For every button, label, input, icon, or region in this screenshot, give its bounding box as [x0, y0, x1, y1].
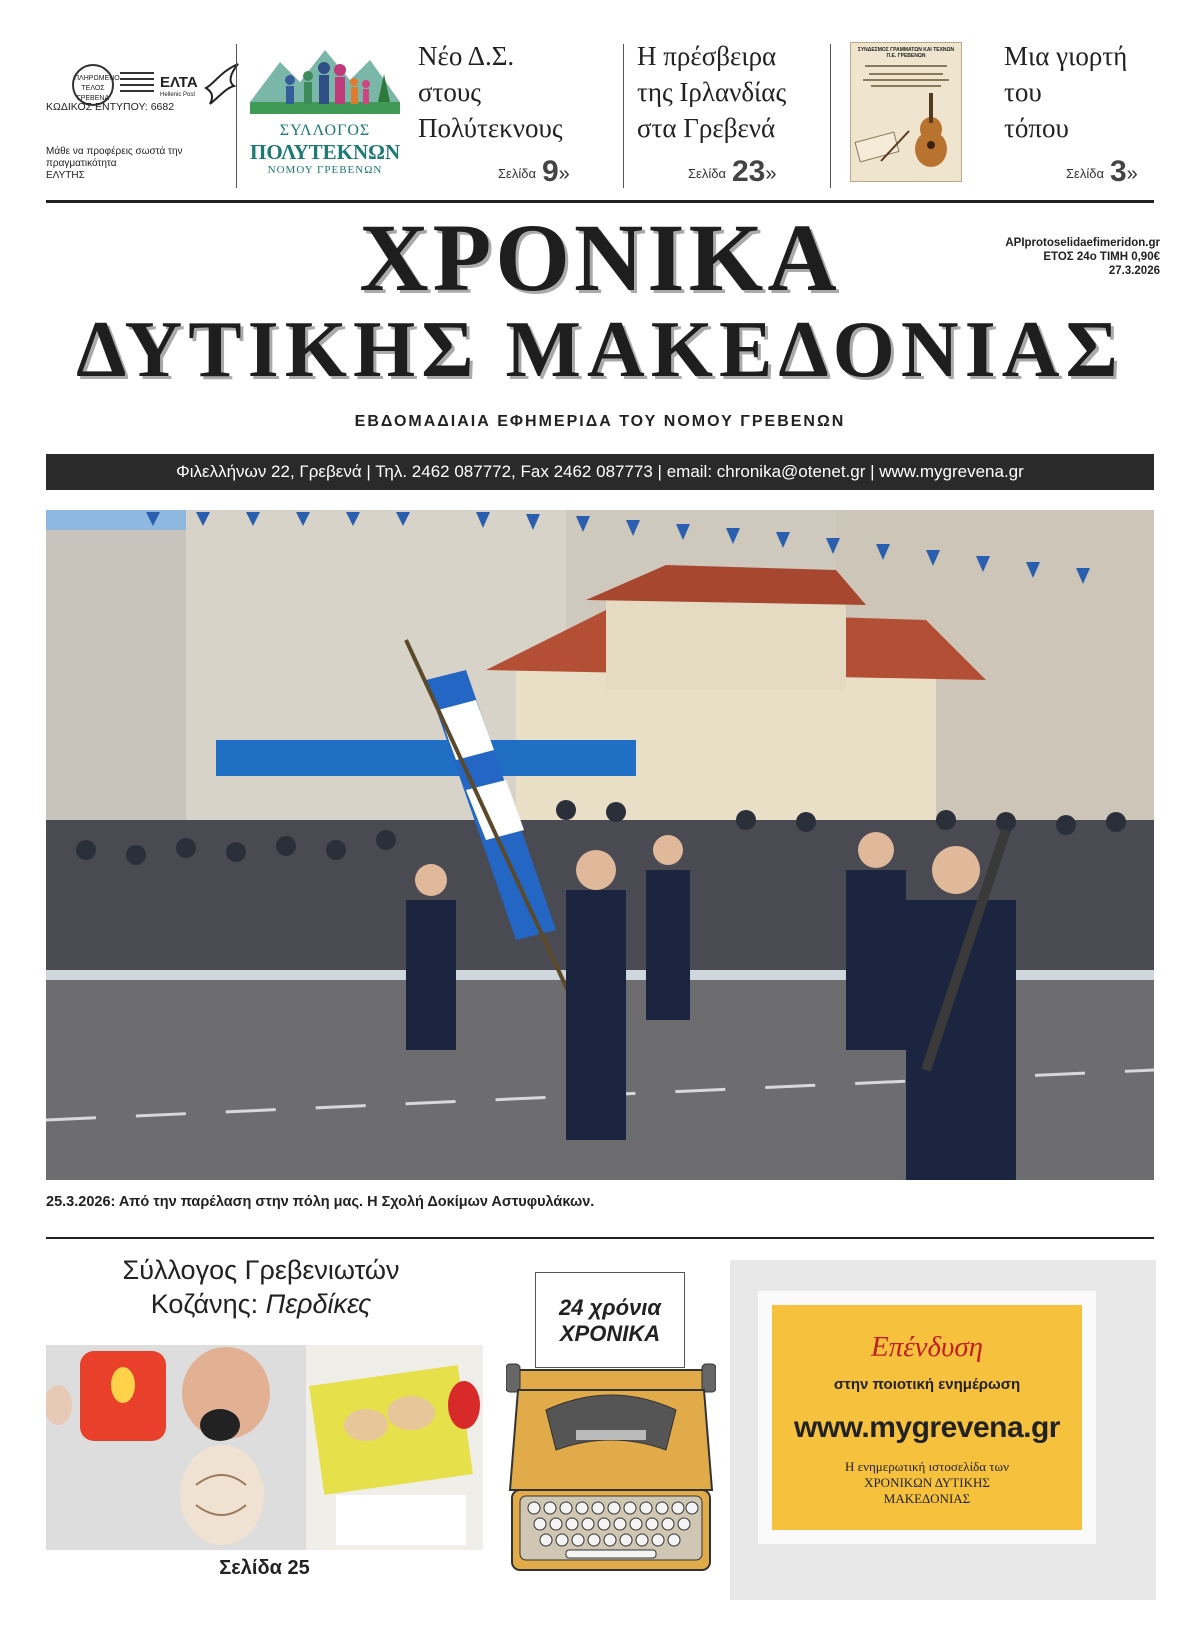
parade-photo[interactable] [46, 510, 1154, 1180]
teaser-polyteknoi[interactable] [418, 38, 563, 146]
top-divider [830, 44, 831, 188]
teaser-line: του [1004, 77, 1042, 107]
quote-text: Μάθε να προφέρεις σωστά την πραγματικότητα [46, 146, 183, 169]
assoc-line1: Σύλλογος Γρεβενιωτών [122, 1255, 400, 1285]
page-number: 3 [1109, 155, 1127, 188]
ad-description-line: ΧΡΟΝΙΚΩΝ ΔΥΤΙΚΗΣ [864, 1475, 990, 1490]
teaser-line: της Ιρλανδίας [637, 77, 787, 107]
parade-scene-illustration [46, 510, 1154, 1180]
event-poster-thumbnail[interactable] [850, 42, 962, 182]
torn-paper-panel [772, 1305, 1082, 1530]
logo-line1: ΣΥΛΛΟΓΟΣ [279, 122, 371, 139]
stamp-text: ΠΛΗΡΩΜΕΝΟ ΤΕΛΟΣ ΓΡΕΒΕΝΑ [74, 75, 120, 102]
issue-meta [1005, 236, 1160, 278]
ad-website-link[interactable]: www.mygrevena.gr [794, 1411, 1060, 1444]
top-divider [236, 44, 237, 188]
page-ref-23[interactable] [688, 155, 776, 189]
print-code: ΚΩΔΙΚΟΣ ΕΝΤΥΠΟΥ: 6682 [46, 101, 175, 113]
teaser-line: Πολύτεκνους [418, 113, 563, 143]
quote-author: ΕΛΥΤΗΣ [46, 170, 85, 181]
masthead-subtitle: ΕΒΔΟΜΑΔΙΑΙΑ ΕΦΗΜΕΡΙΔΑ ΤΟΥ ΝΟΜΟΥ ΓΡΕΒΕΝΩΝ [354, 413, 846, 430]
assoc-line2: Κοζάνης: [150, 1289, 266, 1319]
polyteknon-logo [250, 42, 400, 182]
typewriter-icon [506, 1340, 716, 1580]
ad-tagline: στην ποιοτική ενημέρωση [833, 1376, 1021, 1393]
page-label: Σελίδα [498, 166, 536, 181]
chevron-icon: » [1126, 163, 1138, 185]
teaser-line: Μια γιορτή [1004, 41, 1128, 71]
egg-decorating-photo[interactable] [46, 1345, 483, 1550]
anniversary-years: 24 χρόνια [558, 1295, 662, 1320]
poster-text-line [869, 73, 943, 75]
page-label: Σελίδα [1066, 166, 1104, 181]
masthead-title-line2: ΔΥΤΙΚΗΣ ΜΑΚΕΔΟΝΙΑΣ [76, 306, 1124, 394]
chevron-icon: » [558, 163, 570, 185]
issue-site: ΑΡΙprotoselidaefimeridon.gr [1005, 237, 1160, 249]
ad-headline: Επένδυση [870, 1331, 984, 1363]
logo-line2: ΠΟΛΥΤΕΚΝΩΝ [250, 140, 401, 164]
anniversary-name: ΧΡΟΝΙΚΑ [559, 1321, 661, 1346]
elta-bird-icon [204, 62, 240, 106]
teaser-ireland-ambassador[interactable] [637, 38, 786, 146]
guitar-icon [851, 91, 962, 171]
logo-line3: ΝΟΜΟΥ ΓΡΕΒΕΝΩΝ [267, 164, 383, 176]
typewriter-illustration [506, 1340, 716, 1580]
ad-description-line: ΜΑΚΕΔΟΝΙΑΣ [883, 1491, 971, 1506]
mygrevena-ad[interactable] [730, 1260, 1156, 1600]
teaser-line: Νέο Δ.Σ. [418, 41, 515, 71]
poster-text-line [863, 79, 949, 81]
page-ref-9[interactable] [498, 155, 570, 189]
teaser-line: στους [418, 77, 481, 107]
poster-text-line [871, 85, 941, 87]
contact-info-bar: Φιλελλήνων 22, Γρεβενά | Τηλ. 2462 087772, Fax 2462 087773 | email: chronika@otenet.gr | www.mygrevena.gr [46, 454, 1154, 490]
family-mountains-icon [250, 42, 400, 114]
poster-text-line [865, 65, 947, 67]
teaser-line: στα Γρεβενά [637, 113, 776, 143]
postage-paid-stamp [72, 64, 120, 106]
photo-caption: 25.3.2026: Από την παρέλαση στην πόλη μας. Η Σχολή Δοκίμων Αστυφυλάκων. [46, 1194, 595, 1210]
poster-heading: ΣΥΝΔΕΣΜΟΣ ΓΡΑΜΜΑΤΩΝ ΚΑΙ ΤΕΧΝΩΝ Π.Ε. ΓΡΕΒΕΝΩΝ [857, 47, 955, 59]
top-divider [623, 44, 624, 188]
grevenioton-association-headline[interactable] [46, 1253, 476, 1321]
page-ref-25[interactable]: Σελίδα 25 [219, 1557, 310, 1579]
page-label: Σελίδα [688, 166, 726, 181]
page-ref-3[interactable] [1066, 155, 1138, 189]
chevron-icon: » [765, 163, 777, 185]
elta-logo-text: ΕΛΤΑ [160, 74, 198, 91]
masthead-title-line1: ΧΡΟΝΙΚΑ [359, 204, 841, 311]
egg-decorating-illustration [46, 1345, 483, 1550]
postmark-waves [120, 72, 154, 94]
teaser-line: τόπου [1004, 113, 1069, 143]
teaser-local-festival[interactable] [1004, 38, 1127, 146]
ad-description-line: Η ενημερωτική ιστοσελίδα των [845, 1459, 1009, 1474]
teaser-line: Η πρέσβειρα [637, 41, 777, 71]
page-number: 23 [731, 155, 766, 188]
page-number: 9 [541, 155, 559, 188]
assoc-line2-italic: Περδίκες [265, 1289, 372, 1319]
elta-sub-text: Hellenic Post [160, 92, 196, 98]
section-rule [46, 1237, 1154, 1239]
issue-date: 27.3.2026 [1108, 265, 1160, 277]
elytis-quote [46, 146, 196, 182]
issue-year-price: ΕΤΟΣ 24ο ΤΙΜΗ 0,90€ [1043, 251, 1160, 263]
anniversary-paper [535, 1272, 685, 1368]
